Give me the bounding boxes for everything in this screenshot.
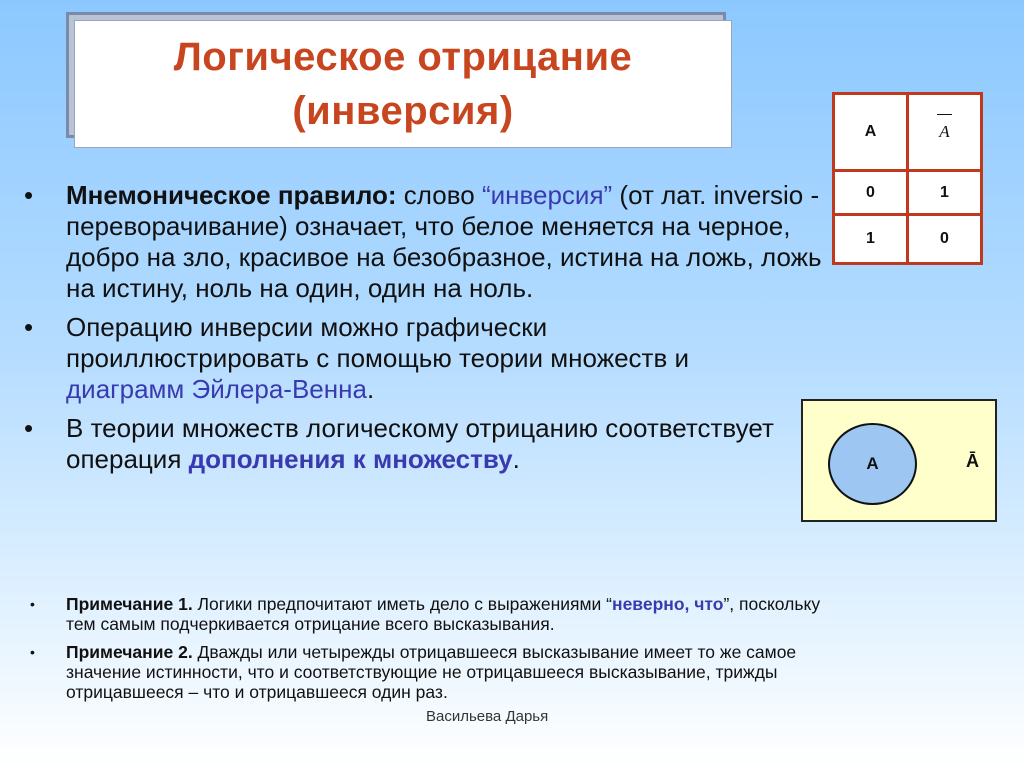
bullet-dot: •: [24, 413, 34, 443]
bullet-text: .: [366, 374, 375, 404]
truth-table-header-a-label: A: [864, 123, 877, 140]
bullet-euler-venn: [24, 312, 724, 405]
page-title-line-1: Логическое отрицание: [173, 35, 633, 79]
venn-diagram: [801, 399, 997, 522]
bullet-dot: •: [30, 644, 35, 660]
truth-table-cell-value: 0: [866, 183, 875, 201]
term-set-complement: дополнения к множеству: [188, 444, 513, 474]
bullet-text: Операцию инверсии можно графически проиллюстрировать с помощью теории множеств и: [66, 312, 690, 373]
negation-overbar: [937, 114, 951, 115]
footer-author: Васильева Дарья: [426, 708, 549, 725]
truth-table-cell: [909, 172, 980, 213]
truth-table-cell: [835, 172, 906, 213]
title-box: [74, 20, 732, 148]
truth-table: [832, 92, 983, 265]
bullet-text: В теории множеств логическому отрицанию соответствует операция: [66, 413, 774, 474]
term-inversion: “инверсия”: [481, 180, 613, 210]
mnemonic-rule-heading: Мнемоническое правило:: [66, 180, 397, 210]
note-text: ”, поскольку тем самым подчеркивается отрицание всего высказывания.: [66, 594, 821, 634]
bullet-text: слово: [396, 180, 482, 210]
bullet-dot: •: [24, 312, 34, 342]
truth-table-cell-value: 1: [940, 183, 949, 201]
venn-set-a-label: A: [866, 454, 879, 473]
truth-table-header-not-a: [909, 95, 980, 169]
bullet-mnemonic-rule: [24, 180, 834, 304]
term-not-true-that: неверно, что: [612, 594, 724, 614]
truth-table-cell: [909, 216, 980, 262]
truth-table-cell: [835, 216, 906, 262]
negated-a-symbol: [939, 122, 949, 142]
truth-table-header-a: [835, 95, 906, 169]
note-text: Логики предпочитают иметь дело с выражениями “: [192, 594, 612, 614]
term-euler-venn-diagrams: диаграмм Эйлера-Венна: [66, 374, 367, 404]
note-2-heading: Примечание 2.: [66, 642, 193, 662]
truth-table-header-not-a-label: A: [939, 122, 950, 141]
note-1: [24, 594, 824, 634]
venn-complement-label: Ā: [966, 451, 979, 471]
truth-table-cell-value: 0: [940, 230, 949, 247]
venn-set-a-circle: [828, 423, 917, 505]
bullet-set-complement: [24, 413, 784, 475]
note-text: Дважды или четырежды отрицавшееся высказывание имеет то же самое значение истинности, что и соответствующие не отрицавшееся высказывание, трижды отрицавшееся – что и отрицавшееся один раз.: [66, 642, 797, 702]
bullet-text: (от лат. inversio - переворачивание) означает, что белое меняется на черное, добро на зло, красивое на безобразное, истина на ложь, ложь на истину, ноль на один, один на ноль.: [66, 180, 822, 303]
truth-table-cell-value: 1: [866, 230, 875, 247]
page-title-line-2: (инверсия): [292, 89, 514, 133]
bullet-text: .: [512, 444, 520, 474]
note-1-heading: Примечание 1.: [66, 594, 193, 614]
note-2: [24, 642, 824, 702]
notes-list: [24, 594, 844, 710]
bullet-dot: •: [30, 596, 35, 612]
bullet-dot: •: [24, 180, 34, 210]
main-bullet-list: [24, 180, 844, 483]
